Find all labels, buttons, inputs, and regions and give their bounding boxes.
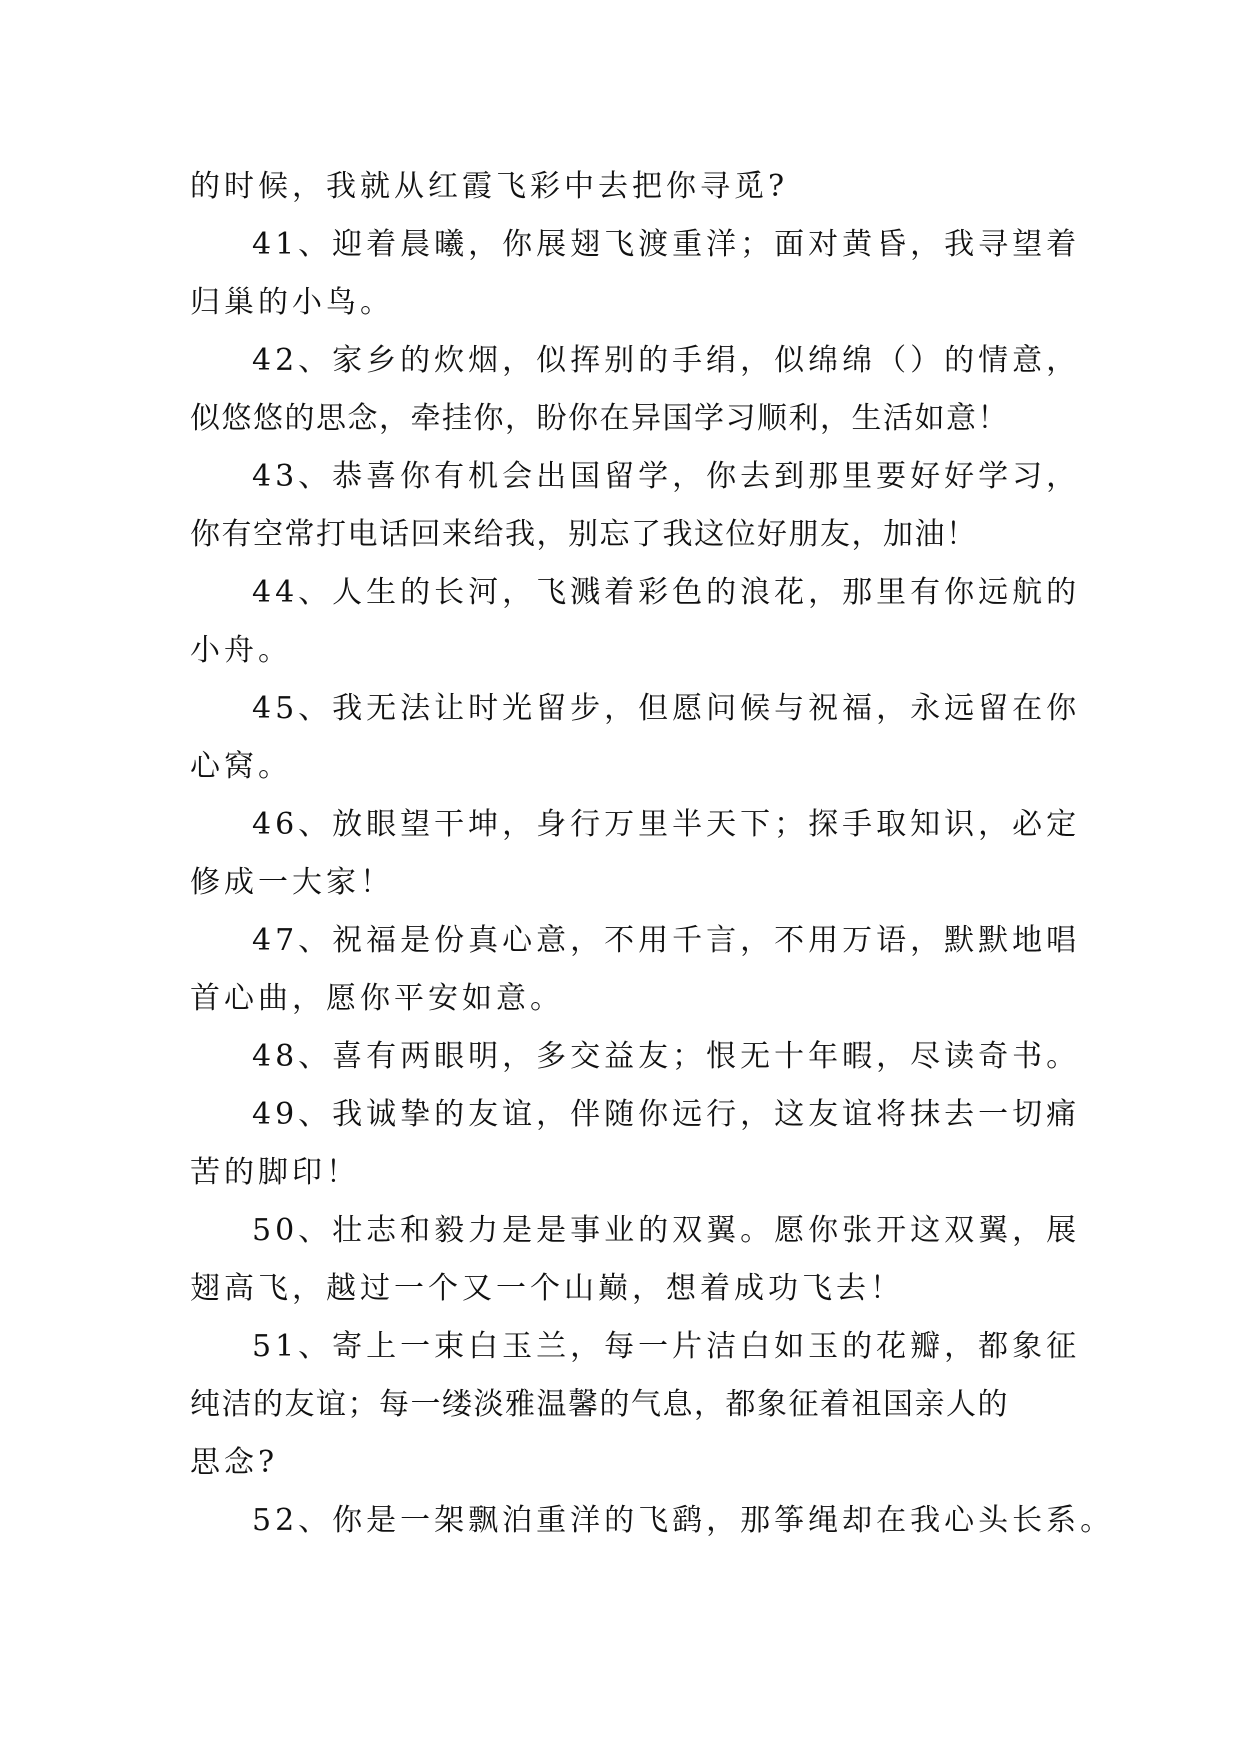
text-line: 心窝。 <box>190 749 292 784</box>
text-line: 48、喜有两眼明，多交益友；恨无十年暇，尽读奇书。 <box>252 1039 1081 1074</box>
text-line: 小舟。 <box>190 633 292 668</box>
text-line: 51、寄上一束白玉兰，每一片洁白如玉的花瓣，都象征 <box>252 1329 1081 1364</box>
text-line: 47、祝福是份真心意，不用千言，不用万语，默默地唱 <box>252 923 1081 958</box>
text-line: 43、恭喜你有机会出国留学，你去到那里要好好学习， <box>252 459 1081 494</box>
text-line: 修成一大家！ <box>190 865 394 900</box>
text-line: 的时候，我就从红霞飞彩中去把你寻觅? <box>190 169 789 204</box>
text-line: 思念? <box>190 1445 279 1480</box>
text-line: 46、放眼望干坤，身行万里半天下；探手取知识，必定 <box>252 807 1081 842</box>
text-line: 45、我无法让时光留步，但愿问候与祝福，永远留在你 <box>252 691 1081 726</box>
text-line: 49、我诚挚的友谊，伴随你远行，这友谊将抹去一切痛 <box>252 1097 1081 1132</box>
text-line: 纯洁的友谊；每一缕淡雅温馨的气息，都象征着祖国亲人的 <box>190 1387 1009 1422</box>
text-line: 50、壮志和毅力是是事业的双翼。愿你张开这双翼，展 <box>252 1213 1081 1248</box>
text-line: 你有空常打电话回来给我，别忘了我这位好朋友，加油！ <box>190 517 978 552</box>
text-line: 首心曲，愿你平安如意。 <box>190 981 564 1016</box>
text-line: 归巢的小鸟。 <box>190 285 394 320</box>
text-line: 44、人生的长河，飞溅着彩色的浪花，那里有你远航的 <box>252 575 1081 610</box>
text-line: 苦的脚印！ <box>190 1155 360 1190</box>
text-line: 52、你是一架飘泊重洋的飞鹞，那筝绳却在我心头长系。 <box>252 1503 1115 1538</box>
text-line: 翅高飞，越过一个又一个山巅，想着成功飞去！ <box>190 1271 904 1306</box>
text-line: 41、迎着晨曦，你展翅飞渡重洋；面对黄昏，我寻望着 <box>252 227 1081 262</box>
body-text <box>190 158 1115 1550</box>
text-line: 42、家乡的炊烟，似挥别的手绢，似绵绵（）的情意， <box>252 343 1081 378</box>
text-line: 似悠悠的思念，牵挂你，盼你在异国学习顺利，生活如意！ <box>190 401 1009 436</box>
